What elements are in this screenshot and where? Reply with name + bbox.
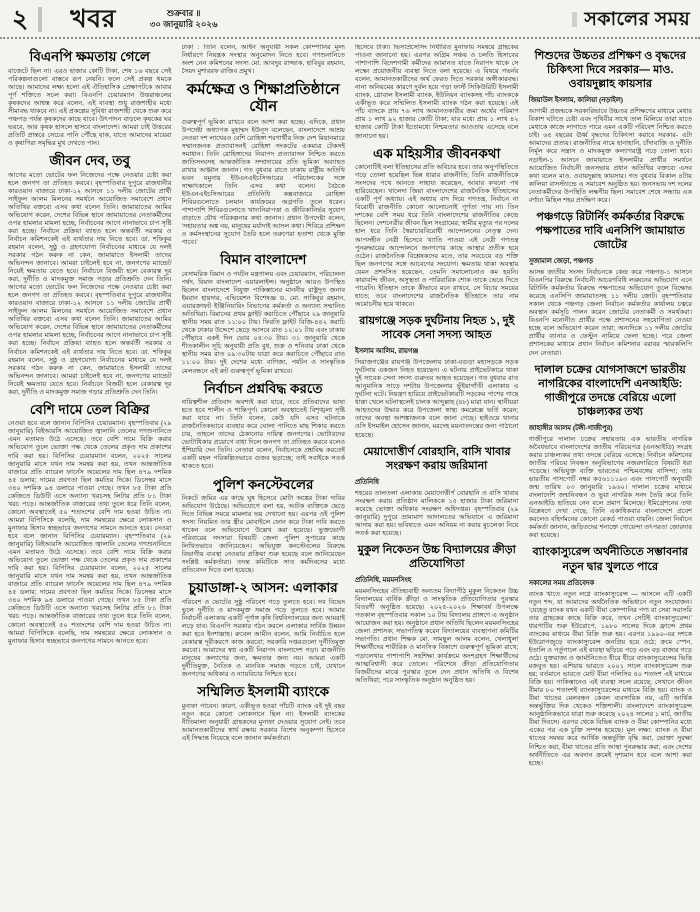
article [529, 363, 693, 541]
article-body: বাজেটে ছিল না। এরও হাজার কোটি টাকা, শেষ ১৬ বছরে সেই পরিকল্পনাগুলো বাস্তবে রূপ নেয়নি। ফলে সেই প্রকল্প থমকে আছে। আমাদের লক্ষ্য হলো এই ঐতিহাসিক প্রেক্ষাপটকে আবার পূর্ণ শক্তিতে সচল করা। বিএনপি চেয়ারম্যান উত্তরাঞ্চলের কৃষকদের আশ্বস্ত করে বলেন, এই ব্যবস্থা শুধু রাজশাহীর মধ্যে সীমাবদ্ধ থাকবে না। এই প্রকল্পের সুবিধা রাজশাহী থেকে শুরু করে পঞ্চগড় পর্যন্ত কৃষকদের কাছে যাবে। উৎপাদন বাড়লে কৃষকের ঘর ভরবে, আর কৃষক হাসলে হাসবে বাংলাদেশ। আমরা চাই উত্তরের প্রতিটি প্রান্তরে সেচের পানি পৌঁছে যাক, যাতে আমাদের মায়েরা ও কৃষাণিরা সমৃদ্ধির মুখ দেখতে পান। [8, 67, 172, 147]
date-line-2: ৩০ জানুয়ারি ২০২৬ [149, 19, 218, 29]
masthead [572, 10, 690, 29]
article-body: দায়িত্বশীল প্রতিবাদ অবশ্যই করা যাবে, তবে প্রতিবাদের ভাষা হতে হবে শালীন ও শান্তিপূর্ণ। কোনো অবস্থাতেই বিশৃঙ্খলা সৃষ্টি করা যাবে না। তিনি বলেন, কেউ যদি এসব ঘটনাকে রাজনৈতিকভাবে ব্যবহার করে ঘোলা পানিতে মাছ শিকার করতে চায়, তাহলে তাদের ঠেকানোর দায়িত্ব জনগণের। ভোটারদের ভোটাধিকার প্রয়োগে বাধা দিলে জনগণ তা প্রতিহত করবে বলেও হুঁশিয়ারি দেন তিনি। নেতারা বলেন, নির্বাচনকে প্রশ্নবিদ্ধ করতেই একটি মহল পরিকল্পিতভাবে গুজব ছড়াচ্ছে; তাই সবাইকে সতর্ক থাকতে হবে। [181, 399, 345, 471]
article-byline: প্রতিনিধি [355, 478, 379, 486]
article-headline: নির্বাচন প্রশ্নবিদ্ধ করতে [204, 380, 323, 396]
article [355, 146, 519, 309]
article-headline: মেয়াদোত্তীর্ণ বোরহানি, বাসি খাবার সংরক্ষণ করায় জরিমানা [362, 445, 511, 472]
article-headline: মুকুল নিকেতন উচ্চ বিদ্যালয়ের ক্রীড়া প্রতিযোগিতা [357, 543, 516, 571]
article-byline: প্রতিনিধি, ময়মনসিংহ [355, 577, 412, 585]
masthead-title: সকালের সময় [584, 8, 690, 30]
article [529, 210, 693, 358]
page-header [0, 0, 700, 39]
article-body: পরিবেশ ও ভোটের সুষ্ঠু পরিবেশ গড়ে তুলতে হবে। সব বিভেদ ভুলে দুর্নীতি ও মাদকমুক্ত সমাজ গড়ে তুলতে হবে। আমার নির্বাচনী এলাকায় একটি পূর্ণাঙ্গ কৃষি বিশ্ববিদ্যালয়ের জন্য আমরাই লড়ে যাব। বিএনপি সরকার গঠন করলে এলাকার সার্বিক উন্নয়ন করা হবে ইনশাল্লাহ। রুবেল আমীন বলেন, আমি নির্বাচিত হলে বেকারত্ব দূরীকরণে কাজ করবো; সরকারি দপ্তরগুলো দুর্নীতিমুক্ত করবো। আমাদের স্বপ্ন একটি নিরাপদ বাংলাদেশ গড়া। রাজনীতি মানুষের কল্যাণের জন্য, ক্ষমতার জন্য নয়। আমরা একটি দুর্নীতিমুক্ত, নৈতিক ও মানবিক সমাজ গড়তে চাই, যেখানে জনগণের অধিকার ও ন্যায়বিচার নিশ্চিত হবে। [181, 599, 345, 679]
article [182, 44, 346, 76]
article [182, 381, 346, 472]
article [8, 402, 172, 646]
article-byline: ইসলাম আলিম, রায়গঞ্জ [355, 348, 419, 356]
article-byline: সুজামাল জেড়া, পঞ্চগড় [528, 258, 594, 266]
article-body: শহরের তালতলা এলাকায় মেয়াদোত্তীর্ণ বোরহানি ও বাসি খাবার সংরক্ষণ করায় প্রতিষ্ঠান মালিককে ১৫ হাজার টাকা জরিমানা করেছে ভোক্তা অধিকার সংরক্ষণ অধিদপ্তর। বৃহস্পতিবার (২৯ জানুয়ারি) দুপুরে ভ্রাম্যমাণ আদালতের অভিযানে এ জরিমানা আদায় করা হয়। ভবিষ্যতে এমন অনিয়ম না করার মুচলেকা নিয়ে সতর্ক করা হয়েছে। [355, 489, 519, 537]
article-headline: পঞ্চগড়ে রিটার্নিং কর্মকর্তার বিরুদ্ধে পক্ষপাতের দাবি এনসিপি জামায়াত জোটের [535, 210, 685, 251]
article-body: নিকটে জমির এর কাছে ঘুষ হিসেবে মোটা অঙ্কের টাকা দাবির অভিযোগ উঠেছে। অভিযোগে বলা হয়, আটক ব্যক্তিকে ছেড়ে দিতে বিভিন্ন সময়ে মামলার ভয় দেখানো হয়। এরপর ওই পুলিশ সদস্য নিয়মিত তার স্ত্রীর মোবাইলে ফোন করে টাকা দাবি করতে থাকেন বলে অভিযোগে উল্লেখ করা হয়েছে। ভুক্তভোগী পরিবারের সদস্যরা বিষয়টি জেলা পুলিশ সুপারের কাছে লিখিতভাবে জানিয়েছেন। অভিযুক্ত কনস্টেবলের বিরুদ্ধে বিভাগীয় ব্যবস্থা নেওয়ার প্রক্রিয়া শুরু হয়েছে বলে জানিয়েছেন সংশ্লিষ্ট কর্মকর্তারা। তদন্ত কমিটিকে সাত কর্মদিবসের মধ্যে প্রতিবেদন দিতে বলা হয়েছে। [181, 495, 345, 575]
column-2 [182, 44, 346, 912]
article-headline: এক মহিয়সীর জীবনকথা [373, 145, 501, 161]
article-body: গুরুত্বপূর্ণ ভূমিকা রাখবে বলে আশা করা হচ্ছে। এদিকে, প্রধান উপদেষ্টা অধ্যাপক মুহাম্মদ ইউনূস বলেছেন, বাংলাদেশে আশ্রয় নেওয়া দশ লাখেরও বেশি রোহিঙ্গা শরণার্থীর নিজ দেশ মিয়ানমারে সম্মানজনক প্রত্যাবাসনই রোহিঙ্গা সংকটের একমাত্র টেকসই সমাধান। তিনি রোহিঙ্গাদের নিরাপদ প্রত্যাবাসন নিশ্চিত করতে জাতিসংঘসহ আন্তর্জাতিক সম্প্রদায়ের প্রতি ভূমিকা অব্যাহত রাখার আহ্বান জানান। গত বুধবার রাতে ঢাকায় রাষ্ট্রীয় অতিথি ভবন যমুনায় ইউএনএইচসিআরের পরিচালকের সঙ্গে সাক্ষাৎকালে তিনি এসব কথা বলেন। বৈঠকে ইউএনএইচসিআরের প্রতিনিধি কক্সবাজারে রোহিঙ্গা শিবিরগুলোতে চলমান কার্যক্রমের অগ্রগতি তুলে ধরেন। পাশাপাশি শিবিরগুলোতে খাদ্যনিরাপত্তা ও জীবিকানির্ভর সুযোগ বাড়াতে যৌথ পরিকল্পনার কথা জানান। প্রধান উপদেষ্টা বলেন, ‘সহায়তার অঙ্ক নয়, মানুষের মর্যাদাই আসল কথা। শিবিরে প্রশিক্ষণ ও কর্মসংস্থানের সুযোগ তৈরি হলে তরুণেরা হতাশা থেকে মুক্তি পাবে।’ [181, 118, 345, 247]
article [8, 153, 172, 397]
article-byline: জাহাঙ্গীর আলম (টঙ্গী-গাজীপুর) [528, 424, 613, 432]
article [182, 252, 346, 375]
article-headline: বিমান বাংলাদেশ [220, 252, 307, 268]
article-byline: জিয়াউল ইসলাম, কালিয়া (নড়াইল) [528, 97, 623, 105]
article-body: আগামী প্রজন্মকে সরকারিভাবে উচ্চতর প্রশিক্ষণের মাধ্যমে মেধার বিকাশ ঘটাতে চেষ্টা এবং পৃথিবীর সাথে তাল মিলিয়ে তারা যাতে মেধাকে কাজে লাগাতে পারে এমন একটি পরিবেশ নিশ্চিত করতে চাই। ৬৫ বছরের ঊর্ধ্ব বৃদ্ধদের চিকিৎসা করাবে সরকার- এটা আমাদের প্রত্যয়। রাজনীতির নামে হানাহানি, চাঁদাবাজি ও দুর্নীতি নির্মূল করে সন্ত্রাস ও মাদকমুক্ত কল্যাণরাষ্ট্র গড়ে তোলা হবে। নড়াইল-১ আসনে জামায়াতে ইসলামীর প্রার্থীর সমর্থনে আয়োজিত নির্বাচনী জনসভায় প্রধান অতিথির বক্তব্যে এসব কথা বলেন মাও. ওবায়দুল্লাহ কায়সার। গত বুধবার বিকাল ৪টায় কালিয়া বাসস্ট্যান্ডে এ সমাবেশ অনুষ্ঠিত হয়। জনসভায় দশ দলের নেতাকর্মীদের উপস্থিতি লক্ষণীয় ছিল। সমাবেশ শেষে সন্ধ্যায় এক বর্ণাঢ্য মিছিল শহর প্রদক্ষিণ করে। [528, 108, 692, 204]
section-title: খবর [70, 4, 116, 33]
column-3 [355, 44, 519, 912]
column-1 [8, 44, 172, 912]
article-body: নেওয়া হবে বলে জানান বিপিসির চেয়ারম্যান। বৃহস্পতিবার (২৯ জানুয়ারি) বিইআরসি আয়োজিত জ্বালানি তেলের গণশুনানিতে এমন মতামত উঠে এসেছে। তবে বেশি দামে বিক্রি করার অভিযোগ তুলে ভোক্তা পক্ষ থেকে তেলের প্রকৃত দাম প্রকাশের দাবি করা হয়। বিপিসির চেয়ারম্যান বলেন, ২০২৫ সালের জানুয়ারি মাসে যখন দাম সমন্বয় করা হয়, তখন আন্তর্জাতিক বাজারে প্রতি ব্যারেল ফার্নেস অয়েলের দাম ছিল ৪৭৯ দশমিক ৪৫ ডলার; দামের প্রবণতা ছিল কমতির দিকে। ডিসেম্বর মাসে ৩৪০ দশমিক ৯৪ ডলারে পাওয়া গেছে। তখন ৮৫ টাকা প্রতি কেজিতে ডিউটি এসে অন্যান্য খরচসহ লিটার প্রতি ৮১ টাকা খরচ পড়ে। আন্তর্জাতিক বাজারের তথ্য তুলে ধরে তিনি বলেন, কোনো অবস্থাতেই ৫০ শতাংশের বেশি দাম হওয়া উচিত না। আমরা বিপিসিকে বলেছি, দাম সমন্বয়ের ক্ষেত্রে লোকসান ও মুনাফার হিসাব স্বচ্ছভাবে জনগণের সামনে আনতে হবে। নেওয়া হবে বলে জানান বিপিসির চেয়ারম্যান। বৃহস্পতিবার (২৯ জানুয়ারি) বিইআরসি আয়োজিত জ্বালানি তেলের গণশুনানিতে এমন মতামত উঠে এসেছে। তবে বেশি দামে বিক্রি করার অভিযোগ তুলে ভোক্তা পক্ষ থেকে তেলের প্রকৃত দাম প্রকাশের দাবি করা হয়। বিপিসির চেয়ারম্যান বলেন, ২০২৫ সালের জানুয়ারি মাসে যখন দাম সমন্বয় করা হয়, তখন আন্তর্জাতিক বাজারে প্রতি ব্যারেল ফার্নেস অয়েলের দাম ছিল ৪৭৯ দশমিক ৪৫ ডলার; দামের প্রবণতা ছিল কমতির দিকে। ডিসেম্বর মাসে ৩৪০ দশমিক ৯৪ ডলারে পাওয়া গেছে। তখন ৮৫ টাকা প্রতি কেজিতে ডিউটি এসে অন্যান্য খরচসহ লিটার প্রতি ৮১ টাকা খরচ পড়ে। আন্তর্জাতিক বাজারের তথ্য তুলে ধরে তিনি বলেন, কোনো অবস্থাতেই ৫০ শতাংশের বেশি দাম হওয়া উচিত না। আমরা বিপিসিকে বলেছি, দাম সমন্বয়ের ক্ষেত্রে লোকসান ও মুনাফার হিসাব স্বচ্ছভাবে জনগণের সামনে আনতে হবে। [8, 420, 172, 645]
date-line-1: শুক্রবার ॥ [166, 7, 201, 18]
article-body: হিসেবে টাকা। ভিসাপ্রসেসিং নির্ধারিত মুনাফায় সমন্বয়ে গ্রাহকের পাওনা জানানো হয়। এরপর অগ্রিম সঞ্চয় ও চলতি হিসাবের পাশাপাশি বিদেশগামী কর্মীদের আমানত যাতে নিরাপদ থাকে সে লক্ষ্যে প্রয়োজনীয় ব্যবস্থা নিতে বলা হয়েছে। এ বিষয়ে গভর্নর বলেন, আমানতকারীদের অর্থ ফেরত দিতে সরকার অঙ্গীকারবদ্ধ। নানা অনিয়মের কারণে দুর্বল হয়ে পড়া ফার্স্ট সিকিউরিটি ইসলামী ব্যাংক, গ্লোবাল ইসলামী ব্যাংক, ইউনিয়ন ব্যাংকসহ পাঁচ ব্যাংককে একীভূত করে সম্মিলিত ইসলামী ব্যাংক গঠন করা হয়েছে। এই পাঁচ ব্যাংকে প্রায় ৭৬ লাখ আমানতকারীর জমা অর্থের পরিমাণ প্রায় ১ লাখ ৯২ হাজার কোটি টাকা; যার মধ্যে প্রায় ১ লাখ ৪২ হাজার কোটি টাকা ইতোমধ্যে নিশ্চয়তার আওতায় এসেছে বলে জানানো হয়। [355, 44, 519, 140]
article-body: আসন্ন জাতীয় সংসদ নির্বাচনকে কেন্দ্র করে পঞ্চগড়-১ আসনে বিএনপির বিরুদ্ধে নির্বাচনী আচরণবিধি লঙ্ঘনের অভিযোগ এনে রিটার্নিং কর্মকর্তার বিরুদ্ধে পক্ষপাতের অভিযোগ তুলে বিক্ষোভ করেছে এনসিপি জামায়াতসহ ১১ দলীয় জোট। বৃহস্পতিবার সকাল থেকে পঞ্চগড় জেলা নির্বাচন কর্মকর্তার কার্যালয় চত্বরে অবস্থান কর্মসূচি পালন করেন জোটের নেতাকর্মী ও সমর্থকরা। বিএনপি মনোনীত প্রার্থীর পক্ষে প্রশাসনের সহযোগিতা নেওয়া হচ্ছে বলে অভিযোগ করেন তারা; অন্যদিকে ১১ দলীয় জোটের প্রার্থীর ব্যানার ও ফেস্টুন নামিয়ে ফেলা হচ্ছে। পরে জেলা প্রশাসকের মাধ্যমে প্রধান নির্বাচন কমিশনার বরাবর স্মারকলিপি দেন নেতারা। [528, 269, 692, 357]
article [529, 49, 693, 205]
article-headline: জীবন দেব, তবু [49, 152, 130, 168]
article-body: মুনাফা পাবেন। কারণ, একীভূত হওয়া পাঁচটি ব্যাংক এই দুই বছর নতুন করে কোনো লোকসানে ছিল না। ইসলামী ব্যাংকের নীতিমালা অনুযায়ী গ্রাহকদের মুনাফা দেওয়ার সুযোগ নেই। তবে আমানতকারীদের স্বার্থ রক্ষায় সরকার বিশেষ অনুকম্পা হিসেবে এই সিদ্ধান্ত নিয়েছে বলে জানান কর্মকর্তারা। [181, 702, 345, 743]
page-columns [0, 39, 700, 912]
article-body: ঢাকা : তিনি বলেন, আইন অনুযায়ী সকল কোম্পানির মূল্য নির্ধারণে নিয়ন্ত্রক সংস্থার অনুমোদন নিতে হবে। গণশুনানিতে অংশ নেন কমিশনের সদস্য মো. আবদুর রাজ্জাক, হাবিবুর রহমান, সৈয়দ মুশাররফ রাজিব প্রমুখ। [181, 44, 345, 76]
article-headline: চুয়াডাঙ্গা-২ আসন: এলাকার [188, 580, 338, 596]
header-divider-bar [38, 7, 42, 32]
article-body: ময়মনসিংহের ঐতিহ্যবাহী অন্যতম বিদ্যাপীঠ মুকুল নিকেতন উচ্চ বিদ্যালয়ের বার্ষিক ক্রীড়া ও সাংস্কৃতিক প্রতিযোগিতার পুরস্কার বিতরণী অনুষ্ঠিত হয়েছে। ২০২৫-২০২৬ শিক্ষাবর্ষ উপলক্ষে গতকাল বৃহস্পতিবার সকাল ১০ টায় বিদ্যালয় প্রাঙ্গণে এ অনুষ্ঠান আয়োজন করা হয়। অনুষ্ঠানে প্রধান অতিথি ছিলেন ময়মনসিংহের জেলা প্রশাসক; সভাপতিত্ব করেন বিদ্যালয়ের ব্যবস্থাপনা কমিটির সভাপতি। প্রধান শিক্ষক মো. সামছুল আলম বলেন, খেলাধুলা শিক্ষার্থীদের শারীরিক ও মানসিক বিকাশে গুরুত্বপূর্ণ ভূমিকা রাখে; পড়ালেখার পাশাপাশি সহশিক্ষা কার্যক্রমে অংশগ্রহণ শিক্ষার্থীদের আত্মবিশ্বাসী করে তোলে। পরিশেষে ক্রীড়া প্রতিযোগিতায় বিজয়ীদের মাঝে পুরস্কার তুলে দেন প্রধান অতিথি ও বিশেষ অতিথিরা; পরে সাংস্কৃতিক অনুষ্ঠান অনুষ্ঠিত হয়। [355, 588, 519, 684]
article [182, 580, 346, 679]
article-headline: সম্মিলিত ইসলামী ব্যাংকে [197, 684, 330, 700]
article-headline: শিশুদের উচ্চতর প্রশিক্ষণ ও বৃদ্ধদের চিকিৎসা দিবে সরকার— মাও. ওবায়দুল্লাহ কায়সার [534, 50, 686, 91]
article-headline: দালাল চক্রের যোগসাজশে ভারতীয় নাগরিকের বাংলাদেশি এনআইডি: গাজীপুরে তদন্তে বেরিয়ে এলো চাঞ্চল্যকর তথ্য [534, 363, 686, 418]
article-headline: বেশি দামে তেল বিক্রির [29, 401, 150, 417]
article-headline: রায়গঞ্জে সড়ক দুর্ঘটনায় নিহত ১, দুই সাবেক সেনা সদস্য আহত [359, 314, 515, 341]
article [355, 445, 519, 538]
article [355, 543, 519, 685]
article [182, 81, 346, 247]
article [529, 545, 693, 767]
article-headline: বিএনপি ক্ষমতায় গেলে [29, 49, 150, 64]
article-headline: ব্যাংকাস্যুরেন্স অর্থনীতিতে সম্ভাবনার নতুন দ্বার খুলতে পারে [532, 546, 688, 573]
article-body: কোনোটিই বলা ইতিহাসের প্রতি অবিচার হবে। তার অনুপস্থিতিতে গড়ে তোলা হয়েছিল ভিন্ন ধারার রাজনীতি; তিনি রাজনীতিকে সংসদের পথে আনতে সাহায্য করেছেন, আবার কখনো পথ হারিয়েছেন। খালেদা জিয়া বাংলাদেশের রাজনৈতিক ইতিহাসের একটি পূর্ণ অধ্যায়। এই অধ্যায় বাদ দিয়ে গণতন্ত্র, নির্বাচন না বিরোধী রাজনীতি কোনো আলোচনাই পূর্ণতা পায় না। তিন দশকের বেশি সময় ধরে তিনি বাংলাদেশের রাজনীতির কেন্দ্রে ছিলেন। দেশনেত্রীর জীবন ছিল সংগ্রামের; স্বামীর মৃত্যুর পর দলের হাল ধরে তিনি স্বৈরাচারবিরোধী আন্দোলনের নেতৃত্ব দেন। আপসহীন নেত্রী হিসেবে খ্যাতি পাওয়া এই নেত্রী গণতন্ত্র পুনরুদ্ধারের আন্দোলনে জনগণের কাছে আস্থার প্রতীক হয়ে ওঠেন। রাজনৈতিক বিশ্লেষকদের মতে, তার সবচেয়ে বড় শক্তি ছিল জনগণের সঙ্গে আবেগের সংযোগ। ক্ষমতায় থাকা অবস্থায় যেমন প্রশংসিত হয়েছেন, তেমনি সমালোচনাও কম হয়নি। কারাবন্দি জীবন, অসুস্থতা ও পারিবারিক শোক তাকে ভেঙে দিতে পারেনি। ইতিহাস তাকে কীভাবে মনে রাখবে, সে বিচার সময়ের হাতে; তবে বাংলাদেশের রাজনৈতিক ইতিহাসে তার নাম অমোচনীয় হয়ে থাকবে। [355, 164, 519, 308]
article-body: সিরাজগঞ্জের রায়গঞ্জ উপজেলায় ঢাকা-বগুড়া মহাসড়কে সড়ক দুর্ঘটনায় একজন নিহত হয়েছেন। এ ঘটনায় প্রাইভেটকারে থাকা দুই সাবেক সেনা সদস্য গুরুতর আহত হয়েছেন। গত বুধবার রাত আনুমানিক সাড়ে দশটায় উপজেলার ভুঁইয়াগাঁতী এলাকায় এ দুর্ঘটনা ঘটে। নিয়ন্ত্রণ হারিয়ে প্রাইভেটকারটি সড়কের পাশের গাছে ধাক্কা খেলে ঘটনাস্থলেই চালক আব্দুল্লাহ (৪৮) মারা যান। স্থানীয়রা আহতদের উদ্ধার করে উপজেলা স্বাস্থ্য কমপ্লেক্সে ভর্তি করেন; তাদের অবস্থা আশঙ্কাজনক বলে জানা গেছে। হাইওয়ে থানার ওসি ইসমাইল হোসেন জানান, মরদেহ ময়নাতদন্তের জন্য পাঠানো হয়েছে। [355, 359, 519, 439]
article-headline: পুলিশ কনস্টেবলের [213, 476, 314, 492]
column-4 [529, 44, 693, 912]
article-byline: সকালের সময় প্রতিবেদক [528, 579, 595, 587]
date-block [150, 8, 218, 30]
article-body: বেসামরিক বিমান ও পর্যটন মন্ত্রণালয় এবং চেয়ারম্যান, পরিচালনা পর্ষদ, বিমান বাংলাদেশ এয়ারলাইন্স। অনুষ্ঠানে আরও উপস্থিত ছিলেন বাংলাদেশে নিযুক্ত পাকিস্তানের মাননীয় রাষ্ট্রদূত জনাব ইমরান হায়দার, এভিয়েশন বিশেষজ্ঞ ড. মো. সাকিবুর রহমান, এয়ারক্রাফট ইঞ্জিনিয়ারিং বিভাগের কর্মকর্তা ও অন্যান্য সম্মানিত অতিথিরা। বিমানের প্রথম ফ্লাইট করাচিতে পৌঁছাবে ২৯ জানুয়ারি স্থানীয় সময় রাত ১১:০০ টায়। ফিরতি ফ্লাইট বিজি-৪৪২ করাচি থেকে ঢাকার উদ্দেশে ছেড়ে আসবে রাত ১২:০১ টায় এবং ঢাকায় পৌঁছাবে একই দিন ভোর ০৪:৩০ টায়। ৩১ জানুয়ারি থেকে শীতকালীন সূচি অনুযায়ী প্রতি বুধ, শুক্র ও শনিবার ঢাকা থেকে স্থানীয় সময় রাত ০৯:৩০টায় যাত্রা করে করাচিতে পৌঁছাবে রাত ১১:০০ টায়। দুই দেশের মধ্যে বাণিজ্য, পর্যটন ও সাংস্কৃতিক মেলবন্ধনে এই রুট গুরুত্বপূর্ণ ভূমিকা রাখবে। [181, 270, 345, 375]
article-headline: কর্মক্ষেত্র ও শিক্ষাপ্রতিষ্ঠানে যৌন [186, 81, 340, 116]
article-body: ব্যাংক খাতে নতুন লগ্নে ব্যাংকাস্যুরেন্স — আসলে এটি একটি নতুন শব্দ, যা আমাদের অর্থনৈতিক অভিধানে নতুন সংযোজন। ‘যেহেতু ব্যাংক যখন একটি বীমা কোম্পানির পণ্য বা সেবা সরাসরি তার গ্রাহকের কাছে বিক্রি করে, তখন সেটিই ব্যাংকাস্যুরেন্স।’ ধারণাটির শুরু ইউরোপে, ১৯৮০ সালের দিকে ফ্রান্সে প্রথম ব্যাংকের মাধ্যমে বীমা বিক্রি শুরু হয়। এরপর ১৯৯০-এর দশকে ইউরোপজুড়ে ব্যাংকাস্যুরেন্স জনপ্রিয় হয়ে ওঠে; ক্রমে স্পেন, ইতালি ও পর্তুগালে এই ব্যবস্থা ছড়িয়ে পড়ে এবং বড় বাজার গড়ে ওঠে। যুক্তরাজ্য ও জার্মানিতেও ধীরে ধীরে ব্যাংকাস্যুরেন্সের ভিত্তি মজবুত হয়। এশিয়ায় ভারতে ২০০১ সালে ব্যাংকাস্যুরেন্স শুরু হয়; বর্তমানে ভারতে মোট বীমা পলিসির ৪০ শতাংশ এই মাধ্যমে বিক্রি হয়। পাকিস্তানেও এই ব্যবস্থা সচল রয়েছে; সেখানে জীবন বীমার ৮০ শতাংশই ব্যাংকাস্যুরেন্সের মাধ্যমে বিক্রি হয়। ব্যাংক ও বীমা খাতের মেলবন্ধন কেবল ব্যবসায়িক নয়, এটি আর্থিক অন্তর্ভুক্তির দিক থেকেও শক্তিশালী। বাংলাদেশে ব্যাংকাস্যুরেন্স আনুষ্ঠানিকভাবে যাত্রা শুরু করেছে ২০২৪ সালের ১ মার্চ, জাতীয় বীমা দিবসে। এরপর থেকে বিভিন্ন ব্যাংক ও বীমা কোম্পানির মধ্যে একের পর এক চুক্তি সম্পন্ন হয়েছে। মূল লক্ষ্য: ব্যাংক ও বীমা খাতের সমন্বয় করে আর্থিক অন্তর্ভুক্তি বৃদ্ধি করা, ভোক্তা সুরক্ষা নিশ্চিত করা, বীমা খাতের প্রতি আস্থা পুনরুদ্ধার করা; এবং দেশের অর্থনীতিতে এর অবদান ক্রমেই দৃশ্যমান হবে বলে আশা করা হচ্ছে। [528, 590, 692, 767]
masthead-divider-bar [572, 12, 577, 27]
article-body: গাজীপুরে দালাল চক্রের সহায়তায় এক ভারতীয় নাগরিক অবৈধভাবে বাংলাদেশের জাতীয় পরিচয়পত্র (এনআইডি) সংগ্রহ করার চাঞ্চল্যকর তথ্য তদন্তে বেরিয়ে এসেছে। নির্বাচন কমিশনের জাতীয় পরিচয় নিবন্ধন অনুবিভাগের নজরদারিতে বিষয়টি ধরা পড়েছে। অভিযুক্ত ব্যক্তি ভারতের পশ্চিমবঙ্গের বাসিন্দা; তার ভারতীয় পাসপোর্ট নম্বর ক৫৬১১১৯৩ এবং পাসপোর্ট অনুযায়ী জন্ম তারিখ ০৩ জানুয়ারি ১৯৬০। দালাল চক্রের মাধ্যমে বাংলাদেশি জন্মনিবন্ধন ও ভুয়া নাগরিক সনদ তৈরি করে তিনি এনআইডি হাতিয়ে নেন বলে প্রমাণ মিলেছে। ইমিগ্রেশনের তথ্য বিশ্লেষণে দেখা গেছে, তিনি একাধিকবার বাংলাদেশে প্রবেশ করলেও বহির্গমনের কোনো রেকর্ড পাওয়া যায়নি। জেলা নির্বাচন কর্মকর্তা জানান, জড়িতদের শনাক্তে গোয়েন্দা তৎপরতা জোরদার করা হয়েছে। [528, 435, 692, 540]
article [355, 44, 519, 141]
article [8, 49, 172, 148]
page-number: ২ [12, 4, 29, 33]
article [355, 314, 519, 440]
article-body: আগের মতো ভোটের ফল নিজেদের পক্ষে নেওয়ার চেষ্টা করা হলে জনগণ তা প্রতিহত করবে। বৃহস্পতিবার দুপুরে রাজধানীর কারওয়ান বাজারে ঢাকা-১২ আসনে ১১ দলীয় জোটের প্রার্থী সাইফুল আলম মিলনের সমর্থনে আয়োজিত সমাবেশে প্রধান অতিথির বক্তব্যে এসব কথা বলেন তিনি। জামায়াতের আমির অভিযোগ করেন, দেশের বিভিন্ন স্থানে জামায়াতের নেতাকর্মীদের ওপর হামলার মামলা হচ্ছে, নির্বাচনের আগে নানাভাবে চাপ সৃষ্টি করা হচ্ছে। নির্বাচন প্রক্রিয়া ব্যাহত হলে অন্তর্বর্তী সরকার ও নির্বাচন কমিশনকেই এই ব্যর্থতার দায় নিতে হবে। ডা. শফিকুর রহমান বলেন, সুষ্ঠু ও গ্রহণযোগ্য নির্বাচনের মাধ্যমে যে দলই সরকার গঠন করুক না কেন, জামায়াতে ইসলামী তাদের অভিনন্দন জানাবে। আমরা চাইলেই হবে না, জনগণের ম্যান্ডেট নিয়েই ক্ষমতায় যেতে হবে। নির্বাচনে বিজয়ী হলে বেকারত্ব দূর করা, দুর্নীতি ও মাদকমুক্ত সমাজ গড়ার প্রতিশ্রুতি দেন তিনি। আগের মতো ভোটের ফল নিজেদের পক্ষে নেওয়ার চেষ্টা করা হলে জনগণ তা প্রতিহত করবে। বৃহস্পতিবার দুপুরে রাজধানীর কারওয়ান বাজারে ঢাকা-১২ আসনে ১১ দলীয় জোটের প্রার্থী সাইফুল আলম মিলনের সমর্থনে আয়োজিত সমাবেশে প্রধান অতিথির বক্তব্যে এসব কথা বলেন তিনি। জামায়াতের আমির অভিযোগ করেন, দেশের বিভিন্ন স্থানে জামায়াতের নেতাকর্মীদের ওপর হামলার মামলা হচ্ছে, নির্বাচনের আগে নানাভাবে চাপ সৃষ্টি করা হচ্ছে। নির্বাচন প্রক্রিয়া ব্যাহত হলে অন্তর্বর্তী সরকার ও নির্বাচন কমিশনকেই এই ব্যর্থতার দায় নিতে হবে। ডা. শফিকুর রহমান বলেন, সুষ্ঠু ও গ্রহণযোগ্য নির্বাচনের মাধ্যমে যে দলই সরকার গঠন করুক না কেন, জামায়াতে ইসলামী তাদের অভিনন্দন জানাবে। আমরা চাইলেই হবে না, জনগণের ম্যান্ডেট নিয়েই ক্ষমতায় যেতে হবে। নির্বাচনে বিজয়ী হলে বেকারত্ব দূর করা, দুর্নীতি ও মাদকমুক্ত সমাজ গড়ার প্রতিশ্রুতি দেন তিনি। [8, 171, 172, 396]
article [182, 684, 346, 743]
article [182, 477, 346, 576]
